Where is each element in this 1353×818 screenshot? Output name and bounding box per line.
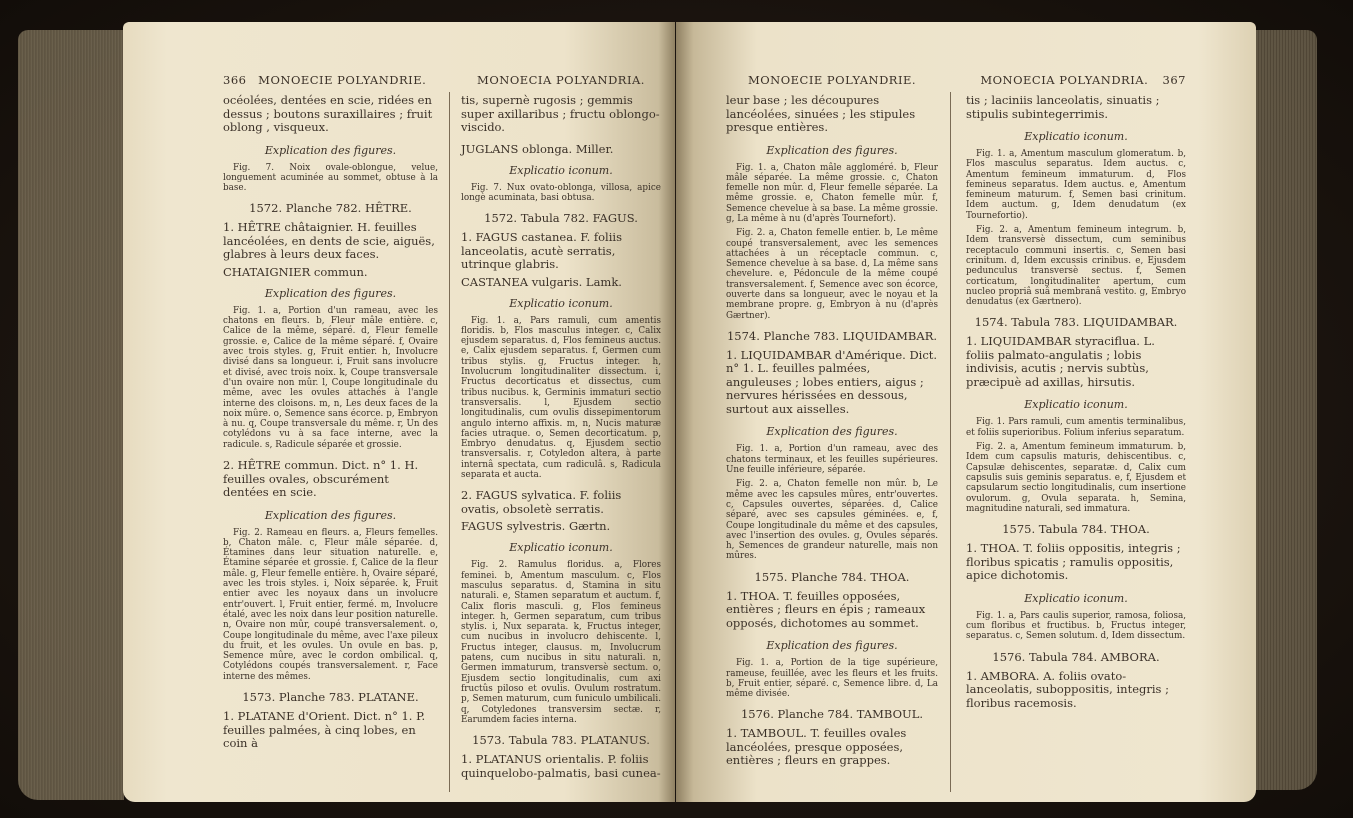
explication-title: Explication des figures. [766,639,898,653]
section-header: 1575. Planche 784. THOA. [754,569,910,584]
explication-title: Explicatio iconum. [509,541,613,555]
running-head: MONOECIA POLYANDRIA. 367 [980,73,1186,87]
column-rule [950,92,951,792]
right-page [676,22,1256,802]
section-header: 1574. Planche 783. LIQUIDAMBAR. [726,328,938,343]
page-number: 366 [223,73,247,87]
species-entry: 1. LIQUIDAMBAR styraciflua. L. foliis palmato-angulatis ; lobis indivisis, acutis ; nervis subtùs, præcipuè ad axillas, hirsutis. [966,334,1155,389]
species-name: FAGUS sylvestris. Gærtn. [461,519,611,534]
species-entry: 1. PLATANE d'Orient. Dict. n° 1. P. feuilles palmées, à cinq lobes, en coin à [223,709,426,750]
running-head: MONOECIA POLYANDRIA. [477,73,645,87]
running-head: MONOECIE POLYANDRIE. [747,73,917,87]
explication-text: Fig. 1. a, Amentum masculum glomeratum. b, Flos masculus separatus. Idem auctus. c, Amentum femineum immaturum. d, Flos femineus separatus. Idem auctus. e, Amentum femineum maturum. f, Semen basi crinitum. Idem auctum. g, Idem denudatum (ex Tournefortio). [966,149,1186,221]
species-entry: 1. PLATANUS orientalis. P. foliis quinquelobo-palmatis, basi cunea- [461,752,661,780]
section-header: 1576. Planche 784. TAMBOUL. [740,707,924,722]
section-header: 1573. Planche 783. PLATANE. [242,690,419,704]
explication-text: Fig. 2. Ramulus floridus. a, Flores feminei. b, Amentum masculum. c, Flos masculus separatus. d, Stamina in situ naturali. e, Stamen separatum et auctum. f, Calix floris masculi. g, Flos femineus integer. h, Germen separatum, cum tribus stylis. i, Nux separata. k, Fructus integer, cum nucibus in involucro dehiscente. l, Fructus integer, clausus. m, Involucrum patens, cum nucibus in situ naturali. n, Germen immaturum, transversè sectum. o, Ejusdem sectio longitudinalis, cum axi fructûs piloso et ovulis. Ovulum rostratum. p, Semen maturum, cum funiculo umbilicali. q, Cotyledones transversim sectæ. r, Earumdem facies interna. [461,560,661,725]
explication-title: Explication des figures. [264,286,397,300]
species-entry: 2. HÊTRE commun. Dict. n° 1. H. feuilles ovales, obscurément dentées en scie. [223,458,419,500]
explication-text: Fig. 1. a, Pars caulis superior, ramosa, foliosa, cum floribus et fructibus. b, Fructus integer, separatus. c, Semen solutum. d, Idem dissectum. [966,610,1186,642]
running-head: 366 MONOECIE POLYANDRIE. [223,73,427,87]
species-name: CHATAIGNIER commun. [223,264,368,279]
column-rule [449,92,450,792]
explication-text: Fig. 1. a, Portion d'un rameau, avec les chatons en fleurs. b, Fleur mâle entière. c, Calice de la même, séparé. d, Fleur femelle grossie. e, Calice de la même séparé. f, Ovaire avec trois styles. g, Fruit entier. h, Involucre divisé dans sa longueur. i, Fruit sans involucre et divisé, avec trois noix. k, Coupe transversale d'un ovaire non mûr. l, Coupe longitudinale du même, avec les ovules attachés à l'angle interne des cloisons. m, n, Les deux faces de la noix mûre. o, Semence sans écorce. p, Embryon à nu. q, Coupe transversale du même. r, Un des cotylédons vu à sa face interne, avec la radicule. s, Radicule séparée et grossie. [223,305,438,450]
explication-text: Fig. 2. a, Chaton femelle non mûr. b, Le même avec les capsules mûres, entr'ouvertes. c, Capsules ouvertes, séparées. d, Calice séparé, avec ses capsules géminées. e, f, Coupe longitudinale du même et des capsules, avec l'insertion des ovules. g, Ovules séparés. h, Semences de grandeur naturelle, mais non mûres. [726,479,938,562]
column-french-right [726,74,938,771]
explication-title: Explicatio iconum. [1024,398,1128,412]
species-name: CASTANEA vulgaris. Lamk. [461,274,622,289]
column-french-left [223,74,438,754]
explication-title: Explicatio iconum. [1024,130,1128,143]
explication-text: Fig. 2. a, Amentum femineum integrum. b, Idem transversè dissectum, cum seminibus receptaculo communi insertis. c, Semen basi crinitum. d, Idem excussis crinibus. e, Ejusdem pedunculus transversè sectus. f, Semen corticatum, longitudinaliter apertum, cum nucleo propriâ suâ membranâ vestito. g, Embryo denudatus (ex Gærtnero). [966,225,1186,308]
continuation-text: leur base ; les découpures lancéolées, sinuées ; les stipules presque entières. [726,93,916,134]
explication-text: Fig. 7. Nux ovato-oblonga, villosa, apice longè acuminata, basi obtusa. [461,182,661,203]
explication-text: Fig. 2. a, Chaton femelle entier. b, Le même coupé transversalement, avec les semences attachées à un réceptacle commun. c, Semence chevelue à sa base. d, La même sans chevelure. e, Pédoncule de la même coupé transversalement. f, Semence avec son écorce, ouverte dans sa longueur, avec le noyau et la membrane propre. g, Embryon à nu (d'après Gærtner). [726,228,938,321]
species-entry: 1. LIQUIDAMBAR d'Amérique. Dict. n° 1. L. feuilles palmées, anguleuses ; lobes entiers, aigus ; nervures hérissées en dessous, surtout aux aisselles. [726,347,938,416]
left-page-edges [18,30,124,800]
page-number: 367 [1162,73,1186,87]
species-entry: 1. HÊTRE châtaignier. H. feuilles lancéolées, en dents de scie, aiguës, glabres à leurs deux faces. [223,220,435,262]
species-entry: 1. TAMBOUL. T. feuilles ovales lancéolées, presque opposées, entières ; fleurs en grappes. [726,726,907,768]
explication-title: Explication des figures. [264,508,397,522]
section-header: 1576. Tabula 784. AMBORA. [992,649,1160,664]
explication-title: Explication des figures. [766,143,898,157]
explication-text: Fig. 2. a, Amentum femineum immaturum. b, Idem cum capsulis maturis, dehiscentibus. c, Capsulæ dehiscentes, separatæ. d, Calix cum capsulis suis geminis separatus. e, f, Ejusdem et capsularum sectio longitudinalis, cum insertione ovulorum. g, Ovula separata. h, Semina, magnitudine naturali, sed immatura. [966,442,1186,514]
species-entry: 1. FAGUS castanea. F. foliis lanceolatis, acutè serratis, utrinque glabris. [461,230,622,272]
explication-text: Fig. 1. a, Pars ramuli, cum amentis floridis. b, Flos masculus integer. c, Calix ejusdem separatus. d, Flos femineus auctus. e, Calix ejusdem separatus. f, Germen cum tribus stylis. g, Fructus integer. h, Involucrum longitudinaliter dissectum. i, Fructus decorticatus et dissectus, cum tribus nucibus. k, Germinis immaturi sectio transversalis. l, Ejusdem sectio longitudinalis, cum ovulis dissepimentorum angulo interno affixis. m, n, Nucis maturæ facies utraque. o, Semen decorticatum. p, Embryo denudatus. q, Ejusdem sectio transversalis. r, Cotyledon altera, à parte internâ spectata, cum radiculâ. s, Radicula separata et aucta. [461,315,661,481]
left-page [123,22,675,802]
section-header: 1575. Tabula 784. THOA. [1002,522,1150,537]
species-entry: 1. AMBORA. A. foliis ovato-lanceolatis, suboppositis, integris ; floribus racemosis. [966,668,1169,710]
explication-title: Explicatio iconum. [509,163,613,177]
explication-text: Fig. 2. Rameau en fleurs. a, Fleurs femelles. b, Chaton mâle. c, Fleur mâle séparée. d, Étamines dans leur situation naturelle. e, Étamine séparée et grossie. f, Calice de la fleur mâle. g, Fleur femelle entière. h, Ovaire séparé, avec les trois styles. i, Noix séparée. k, Fruit entier avec les noyaux dans un involucre entr'ouvert. l, Fruit entier, fermé. m, Involucre étalé, avec les noix dans leur position naturelle. n, Ovaire non mûr, coupé transversalement. o, Coupe longitudinale du même, avec l'axe pileux du fruit, et les ovules. Un ovule en bas. p, Semence mûre, avec le cordon ombilical. q, Cotylédons coupés transversalement. r, Face interne des mêmes. [223,527,438,682]
section-header: 1573. Tabula 783. PLATANUS. [472,733,650,748]
explication-title: Explication des figures. [766,425,898,439]
continuation-text: tis ; laciniis lanceolatis, sinuatis ; stipulis subintegerrimis. [966,93,1160,121]
section-header: 1572. Tabula 782. FAGUS. [484,211,638,226]
section-header: 1574. Tabula 783. LIQUIDAMBAR. [974,315,1178,330]
explication-title: Explication des figures. [264,143,397,157]
section-header: 1572. Planche 782. HÊTRE. [249,201,412,216]
right-page-edges [1255,30,1317,790]
species-entry: 1. THOA. T. feuilles opposées, entières ; fleurs en épis ; rameaux opposés, dichotomes au sommet. [726,588,926,630]
species-entry: 2. FAGUS sylvatica. F. foliis ovatis, obsoletè serratis. [461,488,622,516]
explication-title: Explicatio iconum. [509,296,613,310]
explication-text: Fig. 1. a, Portion de la tige supérieure, rameuse, feuillée, avec les fleurs et les fruits. b, Fruit entier, séparé. c, Semence libre. d, La même divisée. [726,658,938,700]
continuation-text: tis, supernè rugosis ; gemmis super axillaribus ; fructu oblongo-viscido. [461,93,660,134]
explication-text: Fig. 1. a, Portion d'un rameau, avec des chatons terminaux, et les feuilles supérieures. Une feuille inférieure, séparée. [726,444,938,476]
explication-title: Explicatio iconum. [1024,591,1128,605]
species-name: JUGLANS oblonga. Miller. [461,141,614,156]
explication-text: Fig. 1. Pars ramuli, cum amentis terminalibus, et foliis superioribus. Folium inferius separatum. [966,417,1186,438]
continuation-text: océolées, dentées en scie, ridées en dessus ; boutons suraxillaires ; fruit oblong , visqueux. [223,93,433,134]
column-latin-right [966,74,1186,713]
explication-text: Fig. 1. a, Chaton mâle aggloméré. b, Fleur mâle séparée. La même grossie. c, Chaton femelle non mûr. d, Fleur femelle séparée. La même grossie. e, Chaton femelle mûr. f, Semence chevelue à sa base. La même grossie. g, La même à nu (d'après Tournefort). [726,162,938,224]
species-entry: 1. THOA. T. foliis oppositis, integris ; floribus spicatis ; ramulis oppositis, apice dichotomis. [966,541,1181,583]
explication-text: Fig. 7. Noix ovale-oblongue, velue, longuement acuminée au sommet, obtuse à la base. [223,162,438,194]
column-latin-left [461,74,661,783]
